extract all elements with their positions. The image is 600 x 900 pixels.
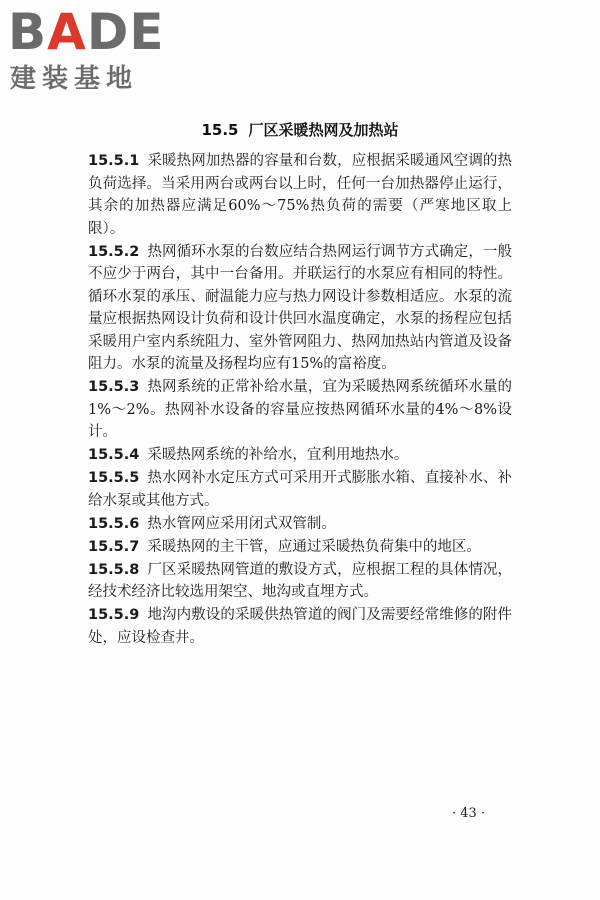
logo-letter-b: B [8,3,48,61]
clause-text: 采暖热网加热器的容量和台数，应根据采暖通风空调的热负荷选择。当采用两台或两台以上时，任何一台加热器停止运行，其余的加热器应满足60%～75%热负荷的需要（严寒地区取上限）。 [88,153,512,237]
clause-text: 采暖热网系统的补给水，宜利用地热水。 [147,447,409,463]
logo-letter-a-accent: A [47,3,87,61]
bade-logo [8,3,178,96]
logo-wordmark [8,3,165,61]
clause-text: 热网循环水泵的台数应结合热网运行调节方式确定，一般不应少于两台，其中一台备用。并联运行的水泵应有相同的特性。循环水泵的承压、耐温能力应与热力网设计参数相适应。水泵的流量应根据热网设计负荷和设计供回水温度确定，水泵的扬程应包括采暖用户室内系统阻力、室外管网阻力、热网加热站内管道及设备阻力。水泵的流量及扬程均应有15%的富裕度。 [88,243,512,372]
clause-list [88,150,512,650]
clause-15-5-2 [88,241,512,376]
clause-text: 热水网补水定压方式可采用开式膨胀水箱、直接补水、补给水泵或其他方式。 [88,470,512,509]
clause-text: 热水管网应采用闭式双管制。 [147,515,336,532]
clause-number: 15.5.5 [88,470,140,486]
clause-text: 厂区采暖热网管道的敷设方式，应根据工程的具体情况，经技术经济比较选用架空、地沟或直埋方式。 [88,561,512,600]
section-heading [0,120,600,140]
clause-text: 热网系统的正常补给水量，宜为采暖热网系统循环水量的1%～2%。热网补水设备的容量应按热网循环水量的4%～8%设计。 [88,379,512,440]
logo-letters-de: DE [86,3,165,61]
clause-number: 15.5.9 [88,607,140,623]
clause-text: 地沟内敷设的采暖供热管道的阀门及需要经常维修的附件处，应设检查井。 [88,607,512,646]
clause-text: 采暖热网的主干管，应通过采暖热负荷集中的地区。 [147,538,481,555]
section-title-text: 厂区采暖热网及加热站 [248,121,399,139]
section-number: 15.5 [201,121,239,139]
clause-15-5-1 [88,150,512,240]
clause-number: 15.5.2 [88,243,140,260]
clause-number: 15.5.1 [88,153,140,169]
clause-number: 15.5.8 [88,561,140,578]
clause-15-5-7 [88,536,512,559]
logo-subtitle: 建装基地 [10,64,139,94]
clause-15-5-3 [88,376,512,444]
clause-15-5-8 [88,559,512,604]
page-number: · 43 · [452,806,486,821]
clause-number: 15.5.3 [88,379,140,395]
clause-number: 15.5.7 [88,538,140,555]
clause-15-5-6 [88,513,512,536]
clause-15-5-5 [88,467,512,512]
clause-15-5-4 [88,444,512,467]
clause-15-5-9 [88,604,512,649]
clause-number: 15.5.6 [88,515,140,532]
clause-number: 15.5.4 [88,447,140,463]
